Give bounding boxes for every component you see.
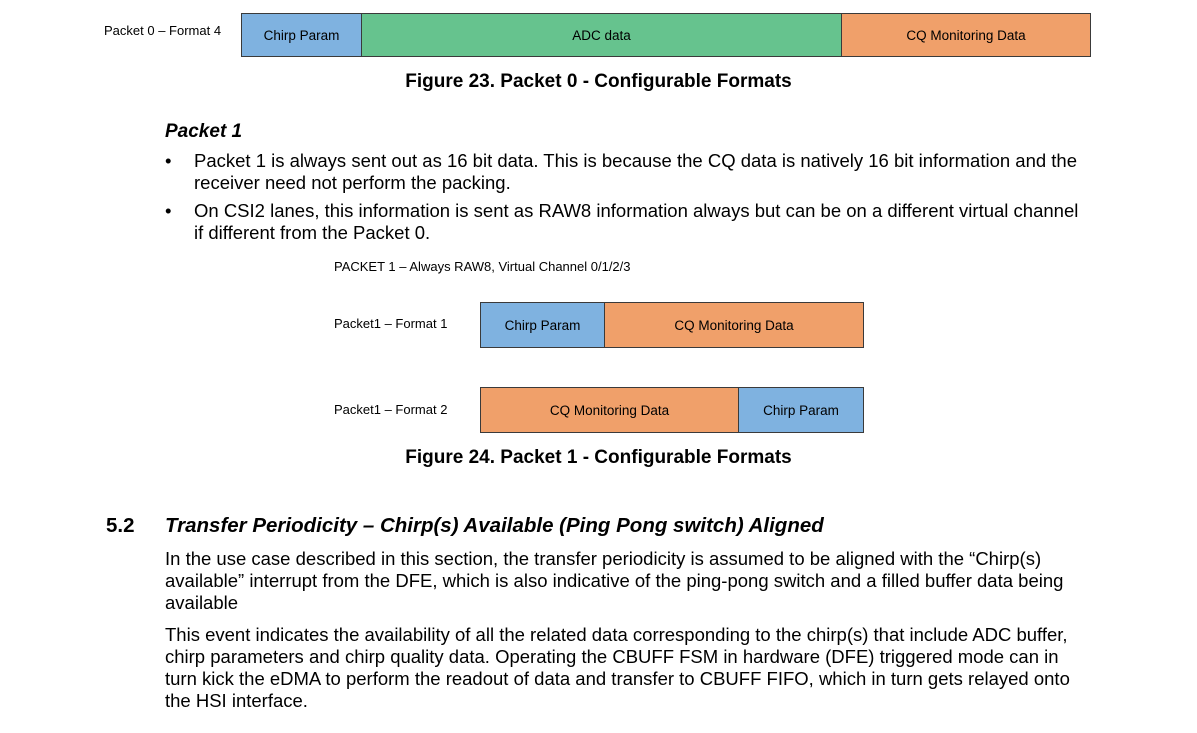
cq-monitoring-segment: CQ Monitoring Data — [480, 387, 739, 433]
packet1-format2-label: Packet1 – Format 2 — [334, 402, 448, 417]
packet1-format2-bar — [480, 387, 864, 433]
chirp-param-segment: Chirp Param — [241, 13, 362, 57]
cq-monitoring-segment: CQ Monitoring Data — [842, 13, 1091, 57]
packet1-heading: Packet 1 — [165, 121, 243, 142]
figure24-title: PACKET 1 – Always RAW8, Virtual Channel 0/1/2/3 — [334, 259, 631, 274]
cq-monitoring-segment: CQ Monitoring Data — [605, 302, 864, 348]
bullet-icon: • — [165, 200, 172, 221]
packet1-format1-label: Packet1 – Format 1 — [334, 316, 448, 331]
figure23-caption: Figure 23. Packet 0 - Configurable Formats — [405, 71, 792, 92]
section-paragraph: This event indicates the availability of all the related data corresponding to the chirp(s) that include ADC buffer, chirp parameters and chirp quality data. Operating the CBUFF FSM in hardware (DFE) triggered mode can in turn kick the eDMA to perform the readout of data and transfer to CBUFF FIFO, which in turn gets relayed onto the HSI interface. — [165, 624, 1070, 711]
chirp-param-segment: Chirp Param — [739, 387, 864, 433]
bullet-text: On CSI2 lanes, this information is sent as RAW8 information always but can be on a different virtual channel if different from the Packet 0. — [194, 200, 1079, 243]
packet0-format4-label: Packet 0 – Format 4 — [104, 23, 222, 38]
section-number: 5.2 — [106, 514, 135, 537]
bullet-text: Packet 1 is always sent out as 16 bit data. This is because the CQ data is natively 16 bit information and the receiver need not perform the packing. — [194, 150, 1078, 193]
section-title: Transfer Periodicity – Chirp(s) Available (Ping Pong switch) Aligned — [165, 514, 824, 537]
chirp-param-segment: Chirp Param — [480, 302, 605, 348]
bullet-icon: • — [165, 150, 172, 171]
packet1-format1-bar — [480, 302, 864, 348]
figure24-caption: Figure 24. Packet 1 - Configurable Formats — [405, 447, 792, 468]
packet0-format4-bar — [241, 13, 1091, 57]
section-paragraph: In the use case described in this section, the transfer periodicity is assumed to be aligned with the “Chirp(s) available” interrupt from the DFE, which is also indicative of the ping-pong switch and a filled buffer data being available — [165, 548, 1064, 613]
list-item — [165, 200, 1085, 244]
adc-data-segment: ADC data — [362, 13, 842, 57]
list-item — [165, 150, 1085, 194]
